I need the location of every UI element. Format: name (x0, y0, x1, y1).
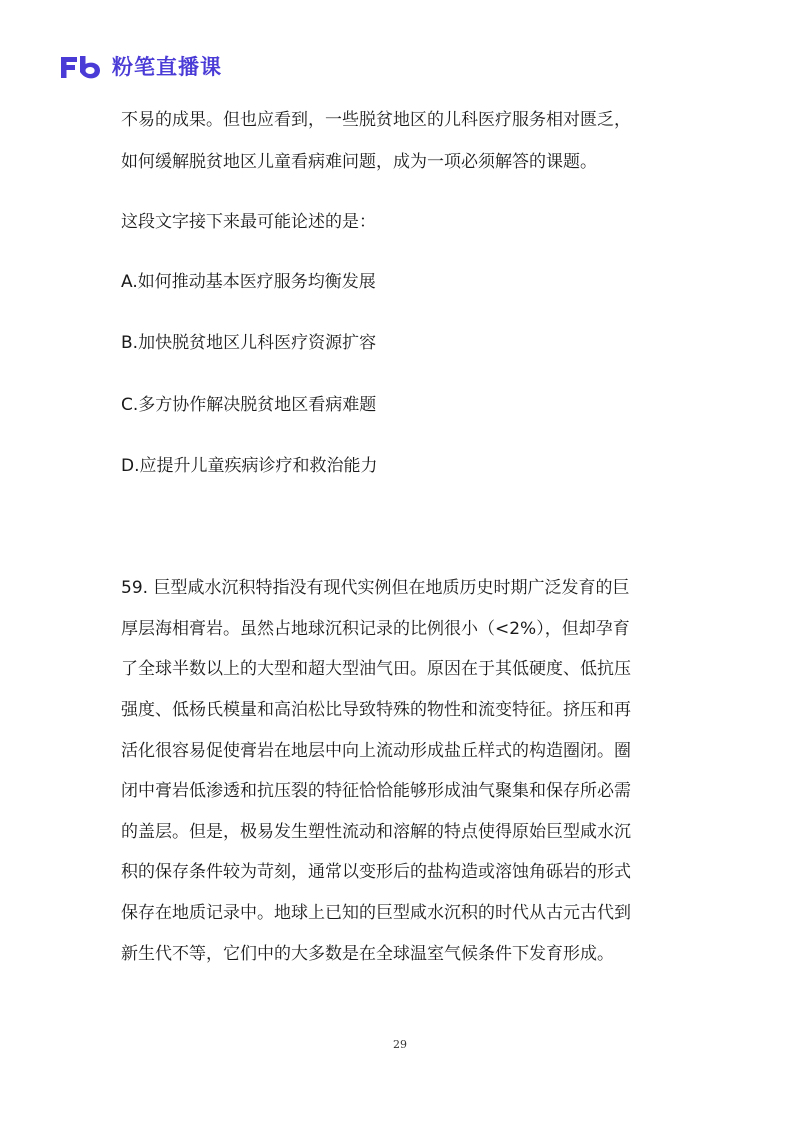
question59-line: 59. 巨型咸水沉积特指没有现代实例但在地质历史时期广泛发育的巨 (121, 578, 630, 598)
brand-name: 粉笔直播课 (112, 54, 222, 79)
option-b: B.加快脱贫地区儿科医疗资源扩容 (121, 333, 377, 353)
question59-line: 的盖层。但是，极易发生塑性流动和溶解的特点使得原始巨型咸水沉 (121, 822, 631, 842)
question59-line: 活化很容易促使膏岩在地层中向上流动形成盐丘样式的构造圈闭。圈 (121, 741, 631, 761)
question59-line: 新生代不等，它们中的大多数是在全球温室气候条件下发育形成。 (121, 944, 614, 964)
option-a: A.如何推动基本医疗服务均衡发展 (121, 272, 376, 292)
question59-line: 积的保存条件较为苛刻，通常以变形后的盐构造或溶蚀角砾岩的形式 (121, 862, 631, 882)
question59-line: 厚层海相膏岩。虽然占地球沉积记录的比例很小（<2%），但却孕育 (121, 619, 630, 639)
option-c: C.多方协作解决脱贫地区看病难题 (121, 395, 377, 415)
question59-line: 了全球半数以上的大型和超大型油气田。原因在于其低硬度、低抗压 (121, 659, 631, 679)
question-stem: 这段文字接下来最可能论述的是： (121, 212, 376, 232)
passage-line: 如何缓解脱贫地区儿童看病难问题，成为一项必须解答的课题。 (121, 152, 597, 172)
page-number: 29 (393, 1038, 407, 1051)
question59-line: 强度、低杨氏模量和高泊松比导致特殊的物性和流变特征。挤压和再 (121, 700, 631, 720)
fb-logo-icon (58, 53, 108, 81)
question59-line: 保存在地质记录中。地球上已知的巨型咸水沉积的时代从古元古代到 (121, 903, 631, 923)
page-header (58, 50, 222, 84)
option-d: D.应提升儿童疾病诊疗和救治能力 (121, 456, 378, 476)
question59-line: 闭中膏岩低渗透和抗压裂的特征恰恰能够形成油气聚集和保存所必需 (121, 781, 631, 801)
passage-line: 不易的成果。但也应看到，一些脱贫地区的儿科医疗服务相对匮乏， (121, 110, 631, 130)
